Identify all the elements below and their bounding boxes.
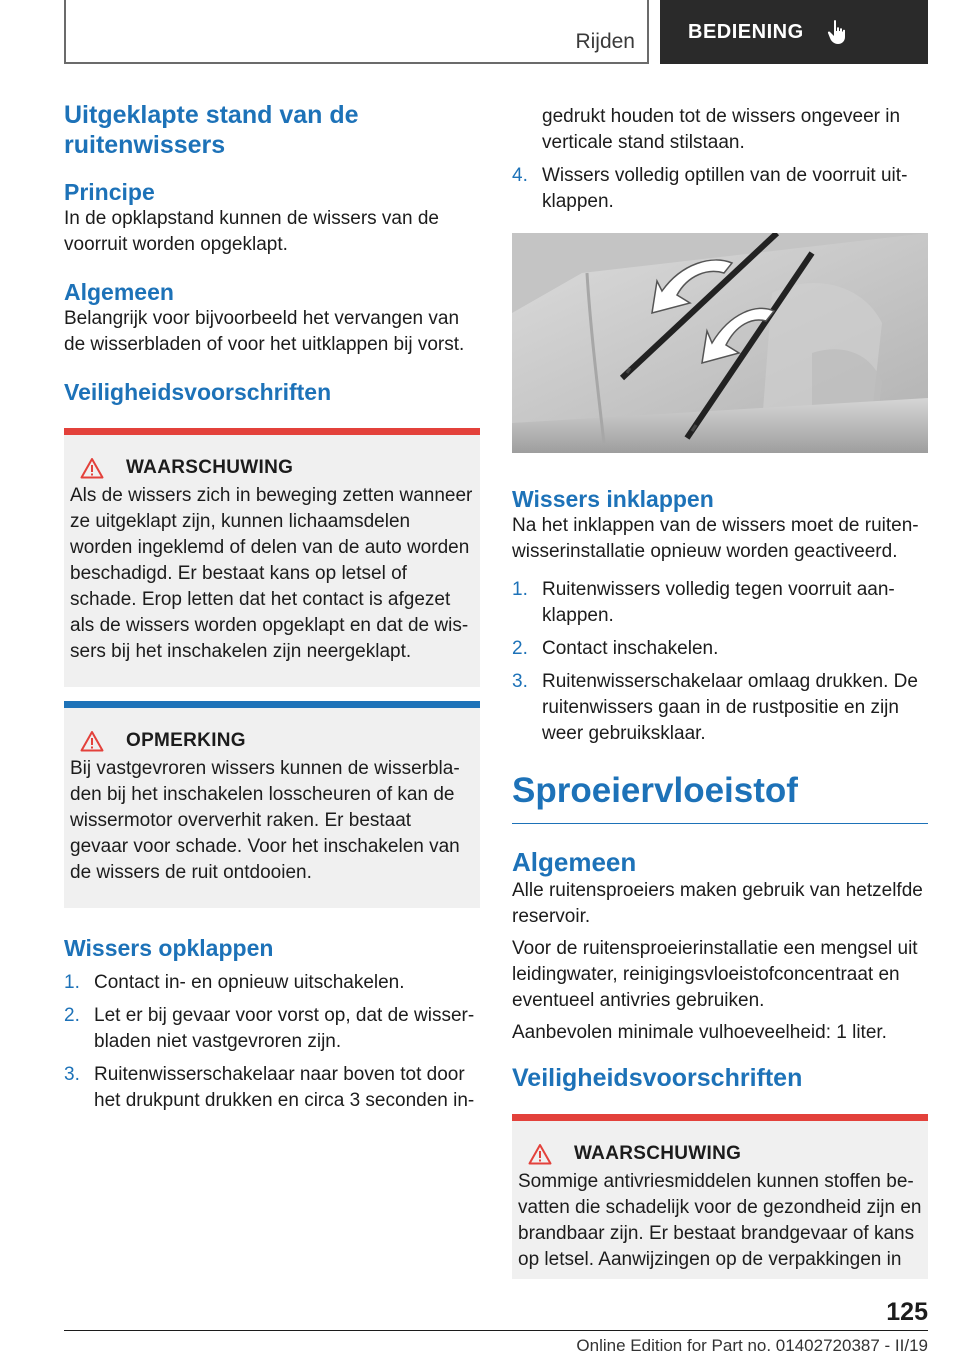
inklappen-steps [512,577,928,747]
warning-triangle-icon [80,457,104,479]
list-item: 3. Ruitenwisserschakelaar omlaag drukken. De ruitenwissers gaan in de rustpositie en zijn weer gebruiksklaar. [512,671,918,744]
heading-wissers-opklappen: Wissers opklappen [64,935,274,961]
principe-text: In de opklapstand kunnen de wissers van de voorruit worden opgeklapt. [64,208,439,255]
wiper-illustration [512,233,928,453]
heading-principe: Principe [64,179,155,205]
warning-callout [64,428,480,687]
algemeen-text: Belangrijk voor bijvoorbeeld het vervangen van de wisserbladen of voor het uitklappen bij vorst. [64,308,465,355]
algemeen-sproeier-p1: Alle ruitensproeiers maken gebruik van hetzelfde reservoir. [512,880,923,927]
left-column [64,100,480,1121]
warning-title: WAARSCHUWING [126,457,294,478]
heading-wissers-inklappen: Wissers inklappen [512,486,714,512]
header-section-box [64,0,649,64]
list-item: 4. Wissers volledig optillen van de voorruit uitklappen. [512,165,908,212]
note-text: Bij vastgevroren wissers kunnen de wisserbladen bij het inschakelen losscheuren of kan de wissermotor oververhit raken. Er bestaat gevaar voor schade. Voor het inschakelen van de wissers de ruit ontdooien. [70,758,460,883]
heading-algemeen: Algemeen [64,279,174,305]
opklappen-steps-continued [512,104,928,215]
header-chapter-label: BEDIENING [688,20,804,43]
warning-text: Als de wissers zich in beweging zetten wanneer ze uitgeklapt zijn, kunnen lichaamsdelen worden ingeklemd of delen van de auto worden beschadigd. Er bestaat kans op letsel of schade. Erop letten dat het contact is afgezet als de wissers worden opgeklapt en dat de wissers bij het inschakelen zijn neergeklapt. [70,485,473,662]
note-title: OPMERKING [126,730,246,751]
algemeen-sproeier-p2: Voor de ruitensproeierinstallatie een mengsel uit leidingwater, reinigingsvloeistofconcentraat en eventueel antivries gebruiken. [512,938,918,1011]
note-callout-header [70,730,474,752]
right-column [512,104,928,1279]
heading-veiligheidsvoorschriften: Veiligheidsvoorschriften [64,379,332,405]
list-item: 2. Let er bij gevaar voor vorst op, dat de wisserbladen niet vastgevroren zijn. [64,1005,475,1052]
page-header [64,0,928,64]
opklappen-steps [64,970,480,1114]
note-callout [64,701,480,908]
inklappen-text: Na het inklappen van de wissers moet de ruitenwisserinstallatie opnieuw worden geactiveerd. [512,515,919,562]
heading-veiligheidsvoorschriften-sproeier: Veiligheidsvoorschriften [512,1064,803,1092]
header-chapter-tab [660,0,928,64]
algemeen-sproeier-p3: Aanbevolen minimale vulhoeveelheid: 1 liter. [512,1022,887,1043]
header-section-label: Rijden [575,30,635,53]
section-title-uitgeklapte-stand: Uitgeklapte stand van de ruitenwissers [64,101,359,159]
page-number: 125 [886,1298,928,1326]
list-item: gedrukt houden tot de wissers ongeveer in verticale stand stilstaan. [542,106,901,153]
chapter-title-sproeiervloeistof: Sproeiervloeistof [512,771,928,824]
warning-sproeier-text: Sommige antivriesmiddelen kunnen stoffen bevatten die schadelijk voor de gezondheid zijn en brandbaar zijn. Er bestaat brandgevaar of kans op letsel. Aanwijzingen op de verpakkingen in [518,1171,922,1270]
list-item: 3. Ruitenwisserschakelaar naar boven tot door het drukpunt drukken en circa 3 seconden in- [64,1064,475,1111]
footer-divider [64,1330,928,1331]
warning-callout-sproeier-header [518,1143,922,1165]
pointing-hand-icon [826,19,850,45]
list-item: 1. Contact in- en opnieuw uitschakelen. [64,972,405,993]
footer-edition: Online Edition for Part no. 01402720387 - II/19 [576,1336,928,1355]
warning-sproeier-title: WAARSCHUWING [574,1143,742,1164]
heading-algemeen-sproeier: Algemeen [512,847,637,877]
list-item: 2. Contact inschakelen. [512,638,719,659]
list-item: 1. Ruitenwissers volledig tegen voorruit aanklappen. [512,579,895,626]
warning-triangle-icon [528,1143,552,1165]
wiper-illustration-drawing [512,233,928,453]
warning-triangle-icon [80,730,104,752]
warning-callout-header [70,457,474,479]
warning-callout-sproeier [512,1114,928,1279]
